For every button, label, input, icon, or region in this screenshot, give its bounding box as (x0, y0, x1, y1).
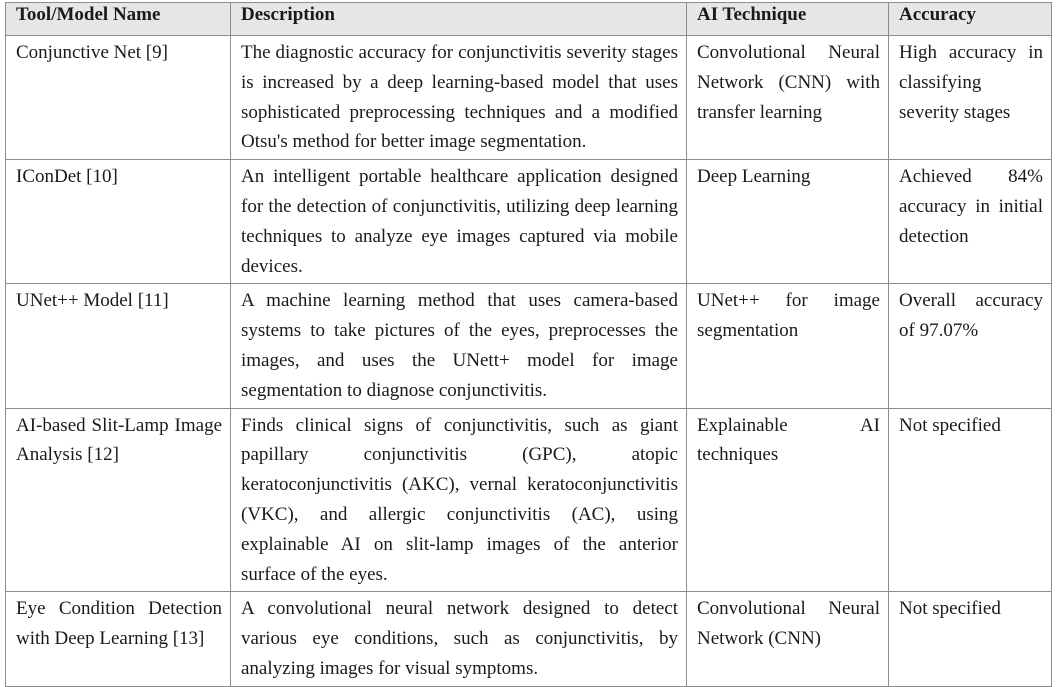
table-header (6, 3, 1052, 36)
ai-technique-text: Convolutional Neural Network (CNN) (697, 598, 880, 650)
description-text: The diagnostic accuracy for conjunctivitis severity stages is increased by a deep learning-based model that uses sophisticated preprocessing techniques and a modified Otsu's method for better image segmentation. (241, 42, 678, 153)
tool-name-text: Conjunctive Net [9] (16, 42, 168, 63)
cell-accuracy (889, 284, 1052, 408)
cell-accuracy (889, 160, 1052, 284)
table-row (6, 408, 1052, 592)
cell-description (231, 408, 687, 592)
cell-tool-name (6, 284, 231, 408)
table-row (6, 36, 1052, 160)
comparison-table (5, 2, 1052, 687)
cell-ai-technique (687, 160, 889, 284)
ai-technique-text: Convolutional Neural Network (CNN) with transfer learning (697, 42, 880, 123)
cell-tool-name (6, 592, 231, 686)
cell-accuracy (889, 592, 1052, 686)
table-row (6, 160, 1052, 284)
table-row (6, 592, 1052, 686)
tool-name-text: AI-based Slit-Lamp Image Analysis [12] (16, 414, 222, 466)
header-ai-technique: AI Technique (687, 3, 889, 36)
description-text: An intelligent portable healthcare application designed for the detection of conjunctivitis, utilizing deep learning techniques to analyze eye images captured via mobile devices. (241, 166, 678, 277)
header-description: Description (231, 3, 687, 36)
table-body (6, 36, 1052, 687)
tool-name-text: UNet++ Model [11] (16, 290, 169, 312)
header-accuracy: Accuracy (889, 3, 1052, 36)
accuracy-text: Achieved 84% accuracy in initial detection (899, 166, 1043, 247)
cell-tool-name (6, 36, 231, 160)
cell-tool-name (6, 160, 231, 284)
cell-ai-technique (687, 592, 889, 686)
accuracy-text: High accuracy in classifying severity stages (899, 42, 1043, 123)
header-row (6, 3, 1052, 36)
description-text: A convolutional neural network designed to detect various eye conditions, such as conjunctivitis, by analyzing images for visual symptoms. (241, 598, 678, 679)
description-text: A machine learning method that uses camera-based systems to take pictures of the eyes, preprocesses the images, and uses the UNett+ model for image segmentation to diagnose conjunctivitis. (241, 290, 678, 401)
table-row (6, 284, 1052, 408)
accuracy-text: Overall accuracy of 97.07% (899, 290, 1043, 342)
cell-description (231, 36, 687, 160)
tool-name-text: IConDet [10] (16, 166, 118, 188)
cell-ai-technique (687, 36, 889, 160)
description-text: Finds clinical signs of conjunctivitis, such as giant papillary conjunctivitis (GPC), atopic keratoconjunctivitis (AKC), vernal keratoconjunctivitis (VKC), and allergic conjunctivitis (AC), using explainable AI on slit-lamp images of the anterior surface of the eyes. (241, 414, 678, 585)
ai-technique-text: Explainable AI techniques (697, 414, 880, 466)
cell-ai-technique (687, 408, 889, 592)
header-tool-model-name: Tool/Model Name (6, 3, 231, 36)
cell-accuracy (889, 36, 1052, 160)
cell-tool-name (6, 408, 231, 592)
ai-technique-text: Deep Learning (697, 166, 811, 188)
cell-ai-technique (687, 284, 889, 408)
tool-name-text: Eye Condition Detection with Deep Learning [13] (16, 598, 222, 650)
cell-description (231, 160, 687, 284)
accuracy-text: Not specified (899, 598, 1001, 620)
cell-description (231, 284, 687, 408)
cell-description (231, 592, 687, 686)
ai-technique-text: UNet++ for image segmentation (697, 290, 880, 342)
cell-accuracy (889, 408, 1052, 592)
accuracy-text: Not specified (899, 414, 1001, 436)
